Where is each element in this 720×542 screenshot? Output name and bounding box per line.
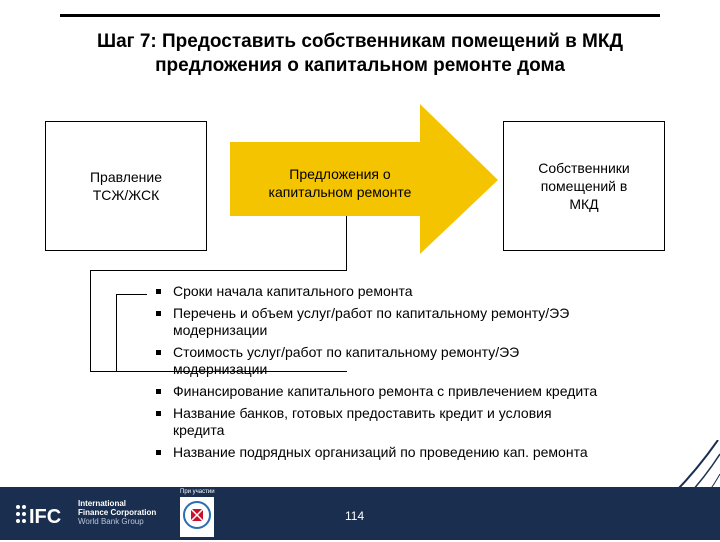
- partner-emblem-icon: [180, 497, 214, 537]
- ifc-org-line-3: World Bank Group: [78, 517, 144, 526]
- proposal-contents-list: [153, 283, 693, 466]
- slide-title: [0, 30, 720, 78]
- title-line-1: Шаг 7: Предоставить собственникам помещений в МКД: [97, 31, 623, 52]
- owners-box-line-2: помещений в: [540, 178, 628, 194]
- ifc-org-line-2: Finance Corporation: [78, 508, 157, 517]
- list-item: Стоимость услуг/работ по капитальному ремонту/ЭЭ модернизации: [153, 344, 693, 378]
- list-item: Название банков, готовых предоставить кредит и условия кредита: [153, 405, 693, 439]
- top-rule: [60, 14, 660, 17]
- arrow-label-line-2: капитальном ремонте: [268, 184, 412, 200]
- board-box: [45, 121, 207, 251]
- proposal-arrow-label: [240, 165, 440, 201]
- board-box-line-2: ТСЖ/ЖСК: [92, 187, 160, 203]
- owners-box-line-1: Собственники: [538, 160, 630, 176]
- list-item: Сроки начала капитального ремонта: [153, 283, 693, 300]
- list-item: Финансирование капитального ремонта с привлечением кредита: [153, 383, 693, 400]
- list-item: Перечень и объем услуг/работ по капитальному ремонту/ЭЭ модернизации: [153, 305, 693, 339]
- ifc-logo-icon: [14, 497, 74, 531]
- ifc-org-line-1: International: [78, 499, 127, 508]
- arrow-label-line-1: Предложения о: [289, 166, 391, 182]
- board-box-line-1: Правление: [89, 169, 163, 185]
- partner-label: При участии: [180, 489, 215, 495]
- title-line-2: предложения о капитальном ремонте дома: [155, 55, 565, 76]
- connector-vertical: [346, 216, 347, 270]
- page-number: 114: [345, 509, 365, 523]
- footer-bar: [0, 487, 720, 540]
- ifc-logo-text: IFC: [29, 506, 62, 528]
- inner-bracket: [116, 294, 147, 371]
- ifc-org-name: [78, 499, 156, 526]
- owners-box: [503, 121, 665, 251]
- list-item: Название подрядных организаций по проведению кап. ремонта: [153, 444, 693, 461]
- owners-box-line-3: МКД: [569, 196, 599, 212]
